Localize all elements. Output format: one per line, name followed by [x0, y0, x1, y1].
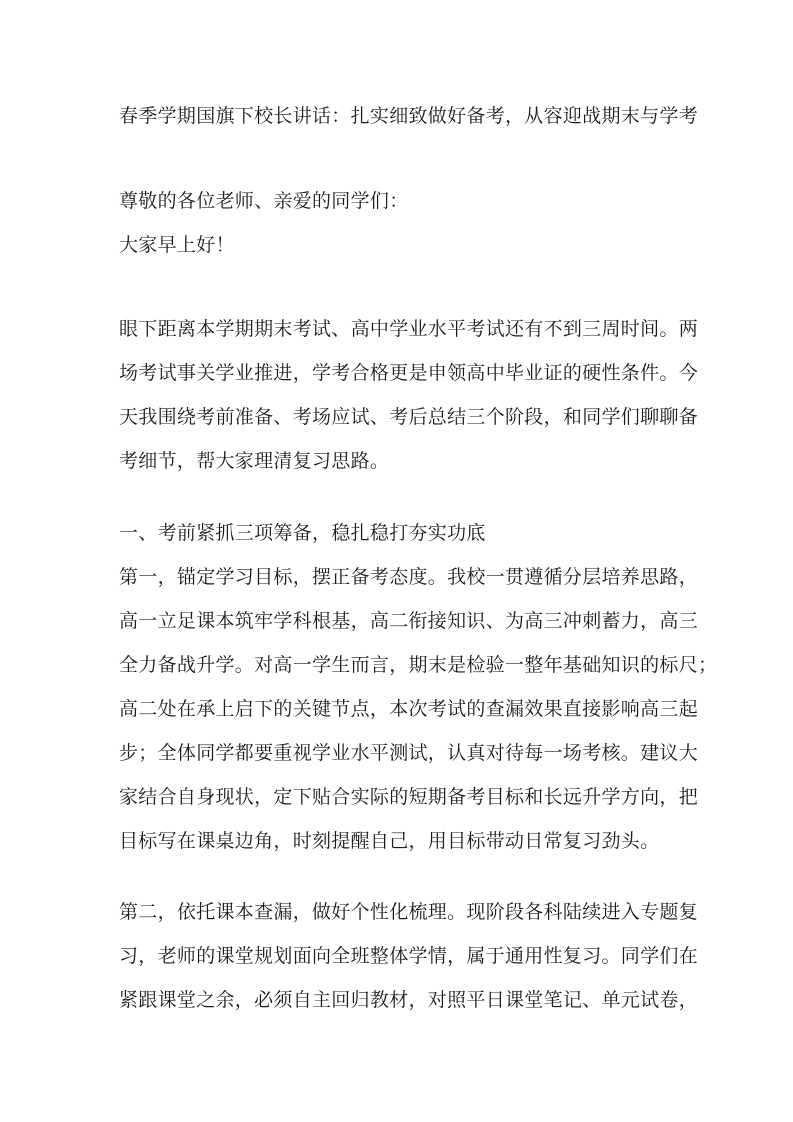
paragraph-line: 高一立足课本筑牢学科根基，高二衔接知识、为高三冲刺蓄力，高三 — [119, 610, 699, 632]
paragraph-line: 全力备战升学。对高一学生而言，期末是检验一整年基础知识的标尺； — [119, 654, 718, 676]
document-title: 春季学期国旗下校长讲话：扎实细致做好备考，从容迎战期末与学考 — [119, 105, 699, 127]
paragraph-line: 步；全体同学都要重视学业水平测试，认真对待每一场考核。建议大 — [119, 742, 699, 764]
paragraph-line: 第一，锚定学习目标，摆正备考态度。我校一贯遵循分层培养思路， — [119, 566, 699, 588]
paragraph-line: 目标写在课桌边角，时刻提醒自己，用目标带动日常复习劲头。 — [119, 830, 660, 852]
intro-line: 场考试事关学业推进，学考合格更是申领高中毕业证的硬性条件。今 — [119, 362, 699, 384]
intro-line: 天我围绕考前准备、考场应试、考后总结三个阶段，和同学们聊聊备 — [119, 406, 699, 428]
paragraph-line: 家结合自身现状，定下贴合实际的短期备考目标和长远升学方向，把 — [119, 786, 699, 808]
greeting: 大家早上好！ — [119, 234, 235, 256]
paragraph-line: 紧跟课堂之余，必须自主回归教材，对照平日课堂笔记、单元试卷， — [119, 989, 699, 1011]
section-heading: 一、考前紧抓三项筹备，稳扎稳打夯实功底 — [119, 522, 486, 544]
paragraph-line: 习，老师的课堂规划面向全班整体学情，属于通用性复习。同学们在 — [119, 945, 699, 967]
salutation: 尊敬的各位老师、亲爱的同学们： — [119, 190, 409, 212]
paragraph-line: 第二，依托课本查漏，做好个性化梳理。现阶段各科陆续进入专题复 — [119, 901, 699, 923]
intro-line: 考细节，帮大家理清复习思路。 — [119, 450, 390, 472]
intro-line: 眼下距离本学期期末考试、高中学业水平考试还有不到三周时间。两 — [119, 318, 699, 340]
paragraph-line: 高二处在承上启下的关键节点，本次考试的查漏效果直接影响高三起 — [119, 698, 699, 720]
